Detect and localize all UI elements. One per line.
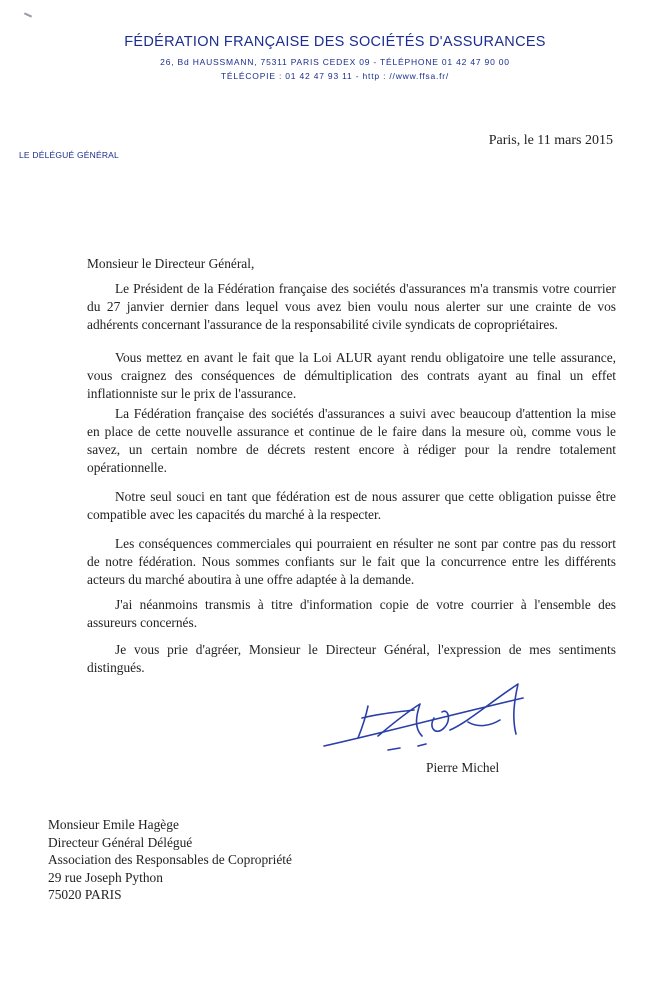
- signature-strokes: [324, 684, 523, 750]
- paragraph-6: J'ai néanmoins transmis à titre d'information copie de votre courrier à l'ensemble des assureurs concernés.: [87, 597, 616, 630]
- recipient-title: Directeur Général Délégué: [48, 834, 193, 850]
- recipient-organization: Association des Responsables de Copropriété: [48, 852, 292, 867]
- recipient-name: Monsieur Emile Hagège: [48, 817, 179, 832]
- recipient-address: [48, 816, 292, 904]
- letterhead-address: 26, Bd HAUSSMANN, 75311 PARIS CEDEX 09 - TÉLÉPHONE 01 42 47 90 00: [160, 57, 510, 67]
- letterhead-contact: TÉLÉCOPIE : 01 42 47 93 11 - http : //www.ffsa.fr/: [220, 71, 450, 81]
- scan-mark: [24, 12, 32, 17]
- place-date: Paris, le 11 mars 2015: [488, 133, 613, 148]
- paragraph-7-closing: Je vous prie d'agréer, Monsieur le Directeur Général, l'expression de mes sentiments distingués.: [87, 642, 616, 675]
- paragraph-2: Vous mettez en avant le fait que la Loi ALUR ayant rendu obligatoire une telle assurance, vous craignez des conséquences de démultiplication des contrats ayant au final un effet inflationniste sur le prix de l'assurance.: [87, 350, 616, 401]
- recipient-city: 75020 PARIS: [48, 887, 122, 902]
- handwritten-signature: [318, 678, 533, 758]
- paragraph-1: Le Président de la Fédération française des sociétés d'assurances m'a transmis votre courrier du 27 janvier dernier dans lequel vous avez bien voulu nous alerter sur une crainte de vos adhérents concernant l'assurance de la responsabilité civile syndicats de copropriétaires.: [87, 281, 616, 332]
- paragraph-4: Notre seul souci en tant que fédération est de nous assurer que cette obligation puisse être compatible avec les capacités du marché à la respecter.: [87, 489, 616, 522]
- letterhead-title: FÉDÉRATION FRANÇAISE DES SOCIÉTÉS D'ASSURANCES: [124, 34, 546, 50]
- recipient-street: 29 rue Joseph Python: [48, 869, 163, 885]
- paragraph-5: Les conséquences commerciales qui pourraient en résulter ne sont par contre pas du ressort de notre fédération. Nous sommes confiants sur le fait que la concurrence entre les différents acteurs du marché aboutira à une offre adaptée à la demande.: [87, 536, 616, 587]
- paragraph-3: La Fédération française des sociétés d'assurances a suivi avec beaucoup d'attention la mise en place de cette nouvelle assurance et continue de le faire dans la mesure où, comme vous le savez, un certain nombre de décrets restent encore à rédiger pour la rendre totalement opérationnelle.: [87, 406, 616, 475]
- sender-role: LE DÉLÉGUÉ GÉNÉRAL: [19, 150, 119, 160]
- salutation: Monsieur le Directeur Général,: [87, 256, 255, 271]
- signer-name: Pierre Michel: [426, 760, 500, 775]
